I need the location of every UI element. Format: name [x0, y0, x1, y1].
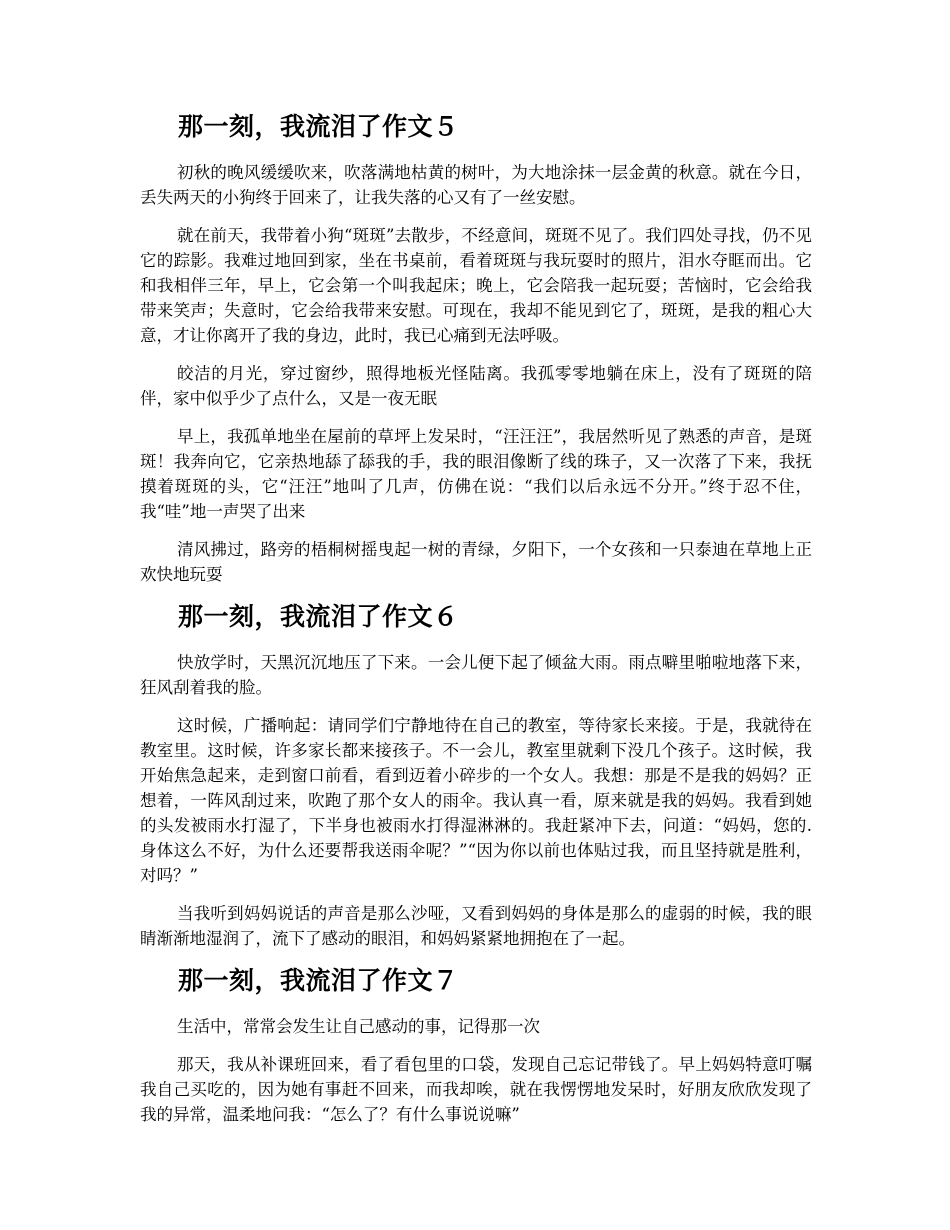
paragraph: 当我听到妈妈说话的声音是那么沙哑，又看到妈妈的身体是那么的虚弱的时候，我的眼睛渐渐地湿润了，流下了感动的眼泪，和妈妈紧紧地拥抱在了一起。 — [140, 904, 812, 948]
paragraph: 就在前天，我带着小狗“斑斑”去散步，不经意间，斑斑不见了。我们四处寻找，仍不见它的踪影。我难过地回到家，坐在书桌前，看着斑斑与我玩耍时的照片，泪水夺眶而出。它和我相伴三年，早上，它会第一个叫我起床；晚上，它会陪我一起玩耍；苦恼时，它会给我带来笑声；失意时，它会给我带来安慰。可现在，我却不能见到它了，斑斑，是我的粗心大意，才让你离开了我的身边，此时，我已心痛到无法呼吸。 — [140, 226, 812, 345]
section-title: 那一刻，我流泪了作文７ — [178, 966, 459, 995]
paragraph: 早上，我孤单地坐在屋前的草坪上发呆时，“汪汪汪”，我居然听见了熟悉的声音，是斑斑！我奔向它，它亲热地舔了舔我的手，我的眼泪像断了线的珠子，又一次落了下来，我抚摸着斑斑的头，它“汪汪”地叫了几声，仿佛在说：“我们以后永远不分开。”终于忍不住，我“哇”地一声哭了出来 — [140, 427, 812, 521]
section-title: 那一刻，我流泪了作文６ — [178, 602, 459, 631]
essay-section-6 — [140, 600, 812, 951]
paragraph: 这时候，广播响起：请同学们宁静地待在自己的教室，等待家长来接。于是，我就待在教室里。这时候，许多家长都来接孩子。不一会儿，教室里就剩下没几个孩子。这时候，我开始焦急起来，走到窗口前看，看到迈着小碎步的一个女人。我想：那是不是我的妈妈？正想着，一阵风刮过来，吹跑了那个女人的雨伞。我认真一看，原来就是我的妈妈。我看到她的头发被雨水打湿了，下半身也被雨水打得湿淋淋的。我赶紧冲下去，问道：“妈妈，您的.身体这么不好，为什么还要帮我送雨伞呢？”“因为你以前也体贴过我，而且坚持就是胜利，对吗？” — [140, 716, 812, 885]
paragraph: 快放学时，天黑沉沉地压了下来。一会儿便下起了倾盆大雨。雨点噼里啪啦地落下来，狂风刮着我的脸。 — [140, 653, 812, 697]
essay-section-5 — [140, 110, 812, 587]
essay-section-7 — [140, 964, 812, 1127]
paragraph: 初秋的晚风缓缓吹来，吹落满地枯黄的树叶，为大地涂抹一层金黄的秋意。就在今日，丢失两天的小狗终于回来了，让我失落的心又有了一丝安慰。 — [140, 163, 812, 207]
paragraph: 清风拂过，路旁的梧桐树摇曳起一树的青绿，夕阳下，一个女孩和一只泰迪在草地上正欢快地玩耍 — [140, 540, 812, 584]
paragraph: 那天，我从补课班回来，看了看包里的口袋，发现自己忘记带钱了。早上妈妈特意叮嘱我自己买吃的，因为她有事赶不回来，而我却唉，就在我愣愣地发呆时，好朋友欣欣发现了我的异常，温柔地问我：“怎么了？有什么事说说嘛” — [140, 1055, 812, 1124]
section-title: 那一刻，我流泪了作文５ — [178, 112, 459, 141]
paragraph: 生活中，常常会发生让自己感动的事，记得那一次 — [177, 1017, 540, 1036]
paragraph: 皎洁的月光，穿过窗纱，照得地板光怪陆离。我孤零零地躺在床上，没有了斑斑的陪伴，家中似乎少了点什么，又是一夜无眠 — [140, 364, 812, 408]
